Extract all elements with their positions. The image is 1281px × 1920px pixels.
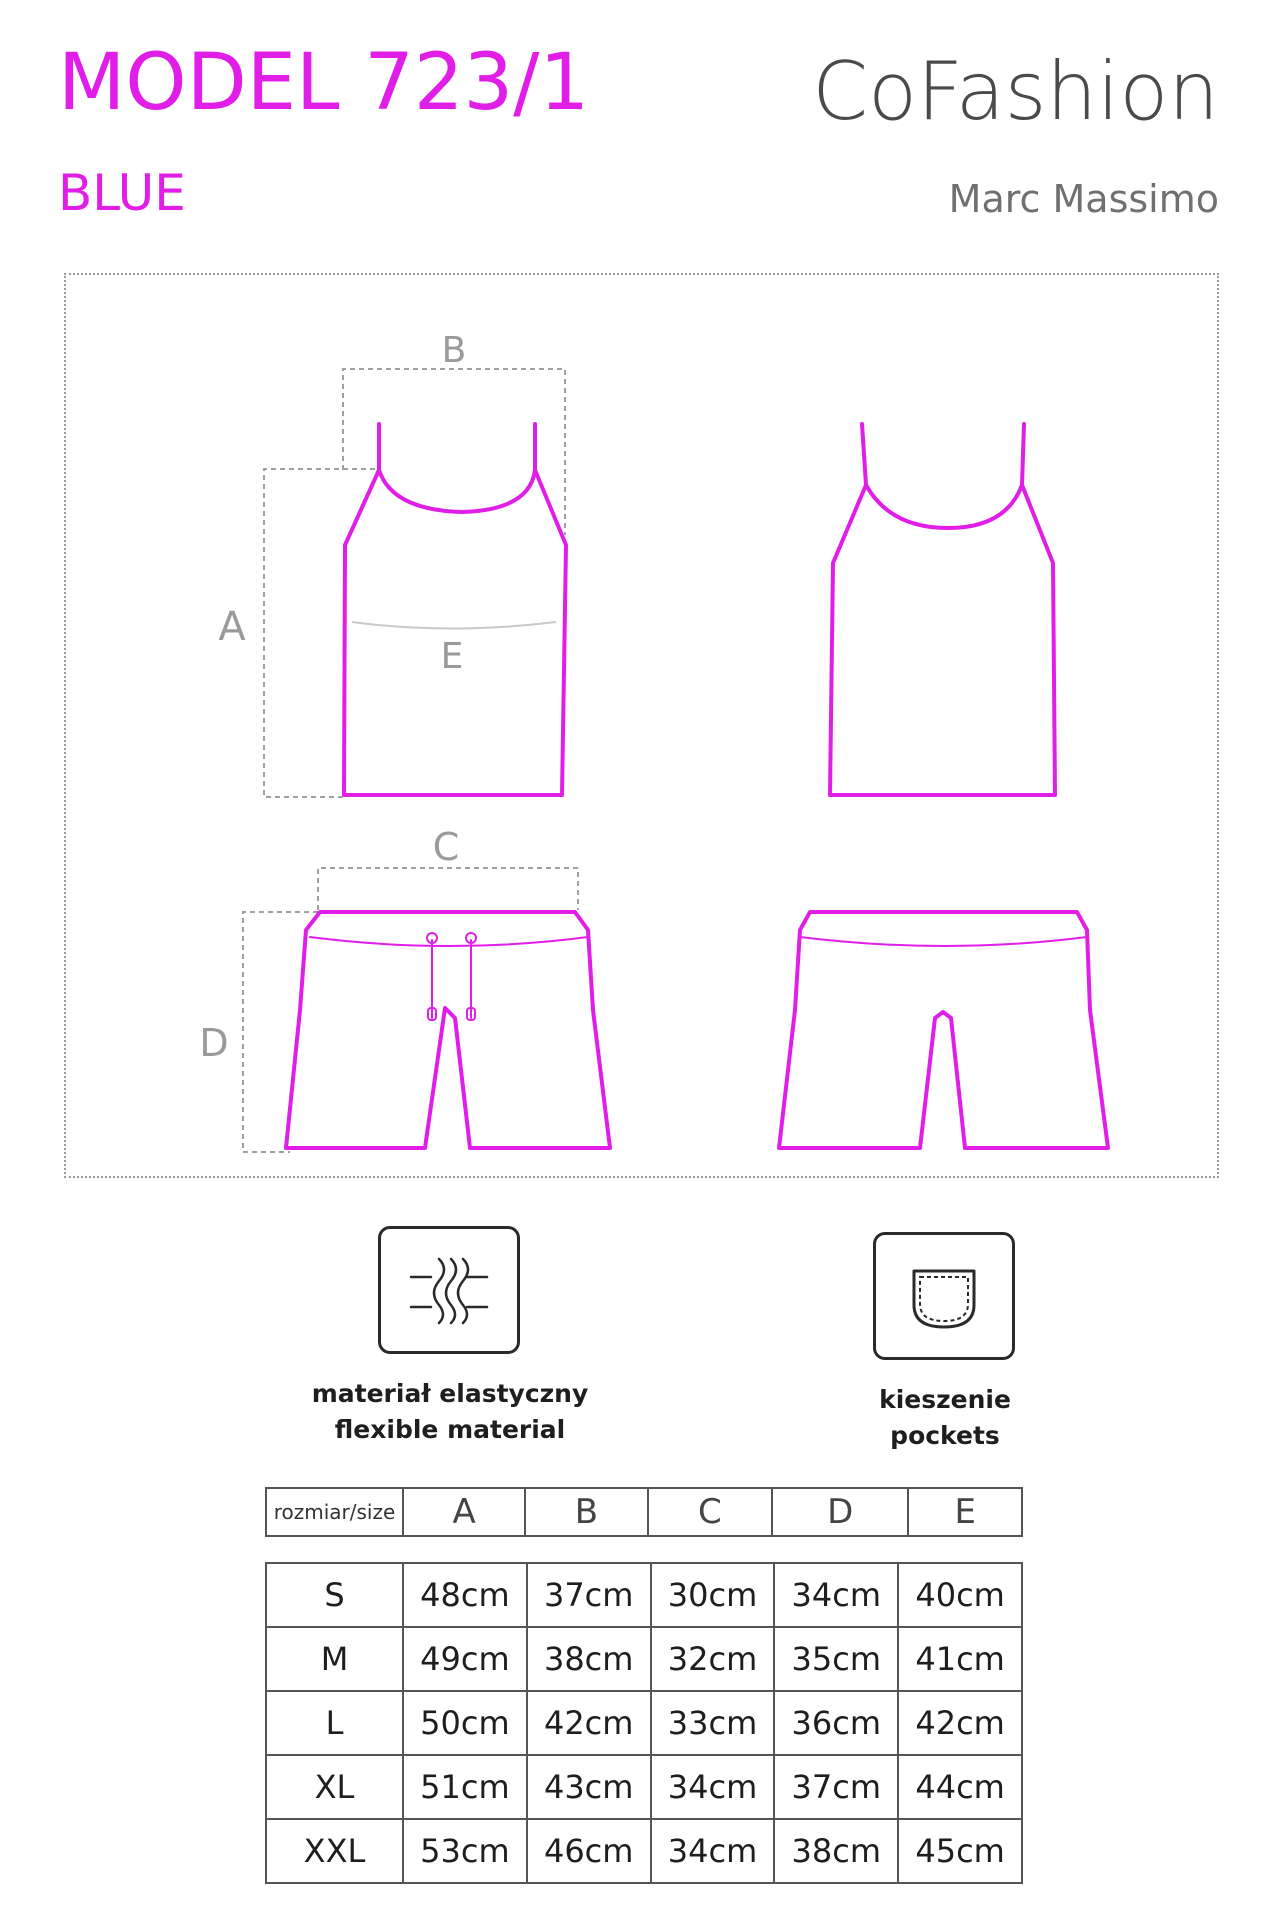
pocket-icon [876, 1235, 1012, 1357]
value-cell: 37cm [527, 1563, 651, 1627]
value-cell: 46cm [527, 1819, 651, 1883]
size-cell: S [266, 1563, 403, 1627]
shorts-front [286, 912, 610, 1148]
label-c: C [432, 825, 460, 869]
feature-pockets-en: pockets [890, 1421, 1000, 1450]
tank-top-front [344, 424, 566, 795]
label-d: D [199, 1021, 229, 1065]
size-table [265, 1562, 1023, 1884]
value-cell: 49cm [403, 1627, 527, 1691]
value-cell: 33cm [651, 1691, 775, 1755]
value-cell: 51cm [403, 1755, 527, 1819]
header-e: E [908, 1488, 1022, 1536]
tank-top-back [830, 424, 1055, 795]
value-cell: 34cm [774, 1563, 898, 1627]
value-cell: 37cm [774, 1755, 898, 1819]
value-cell: 53cm [403, 1819, 527, 1883]
value-cell: 32cm [651, 1627, 775, 1691]
header-size: rozmiar/size [266, 1488, 403, 1536]
table-row [266, 1819, 1022, 1883]
value-cell: 38cm [527, 1627, 651, 1691]
table-row [266, 1627, 1022, 1691]
size-table-header-row [266, 1488, 1022, 1536]
value-cell: 43cm [527, 1755, 651, 1819]
table-row [266, 1755, 1022, 1819]
label-a: A [218, 604, 246, 650]
value-cell: 34cm [651, 1819, 775, 1883]
model-title: MODEL 723/1 [58, 38, 590, 128]
feature-pockets [800, 1382, 1090, 1454]
header-c: C [648, 1488, 773, 1536]
designer-name: Marc Massimo [948, 177, 1219, 221]
size-cell: L [266, 1691, 403, 1755]
shorts-back [779, 912, 1108, 1148]
value-cell: 36cm [774, 1691, 898, 1755]
stretch-fabric-icon-box [378, 1226, 520, 1354]
stretch-fabric-icon [381, 1229, 517, 1351]
feature-flexible-en: flexible material [334, 1415, 566, 1444]
value-cell: 34cm [651, 1755, 775, 1819]
feature-flexible [290, 1376, 610, 1448]
color-name: BLUE [58, 164, 186, 222]
size-table-header [265, 1487, 1023, 1537]
value-cell: 50cm [403, 1691, 527, 1755]
feature-pockets-pl: kieszenie [879, 1385, 1011, 1414]
value-cell: 41cm [898, 1627, 1022, 1691]
value-cell: 42cm [527, 1691, 651, 1755]
garment-outlines [286, 424, 1108, 1148]
pocket-icon-box [873, 1232, 1015, 1360]
value-cell: 40cm [898, 1563, 1022, 1627]
value-cell: 35cm [774, 1627, 898, 1691]
label-b: B [441, 330, 467, 371]
value-cell: 38cm [774, 1819, 898, 1883]
value-cell: 42cm [898, 1691, 1022, 1755]
header-d: D [772, 1488, 908, 1536]
table-row [266, 1691, 1022, 1755]
label-e: E [440, 636, 464, 677]
size-cell: XL [266, 1755, 403, 1819]
table-row [266, 1563, 1022, 1627]
brand-logo-text: CoFashion [812, 45, 1219, 138]
header-b: B [525, 1488, 647, 1536]
feature-flexible-pl: materiał elastyczny [311, 1379, 589, 1408]
value-cell: 44cm [898, 1755, 1022, 1819]
value-cell: 30cm [651, 1563, 775, 1627]
header-a: A [403, 1488, 525, 1536]
value-cell: 45cm [898, 1819, 1022, 1883]
size-cell: M [266, 1627, 403, 1691]
value-cell: 48cm [403, 1563, 527, 1627]
size-cell: XXL [266, 1819, 403, 1883]
